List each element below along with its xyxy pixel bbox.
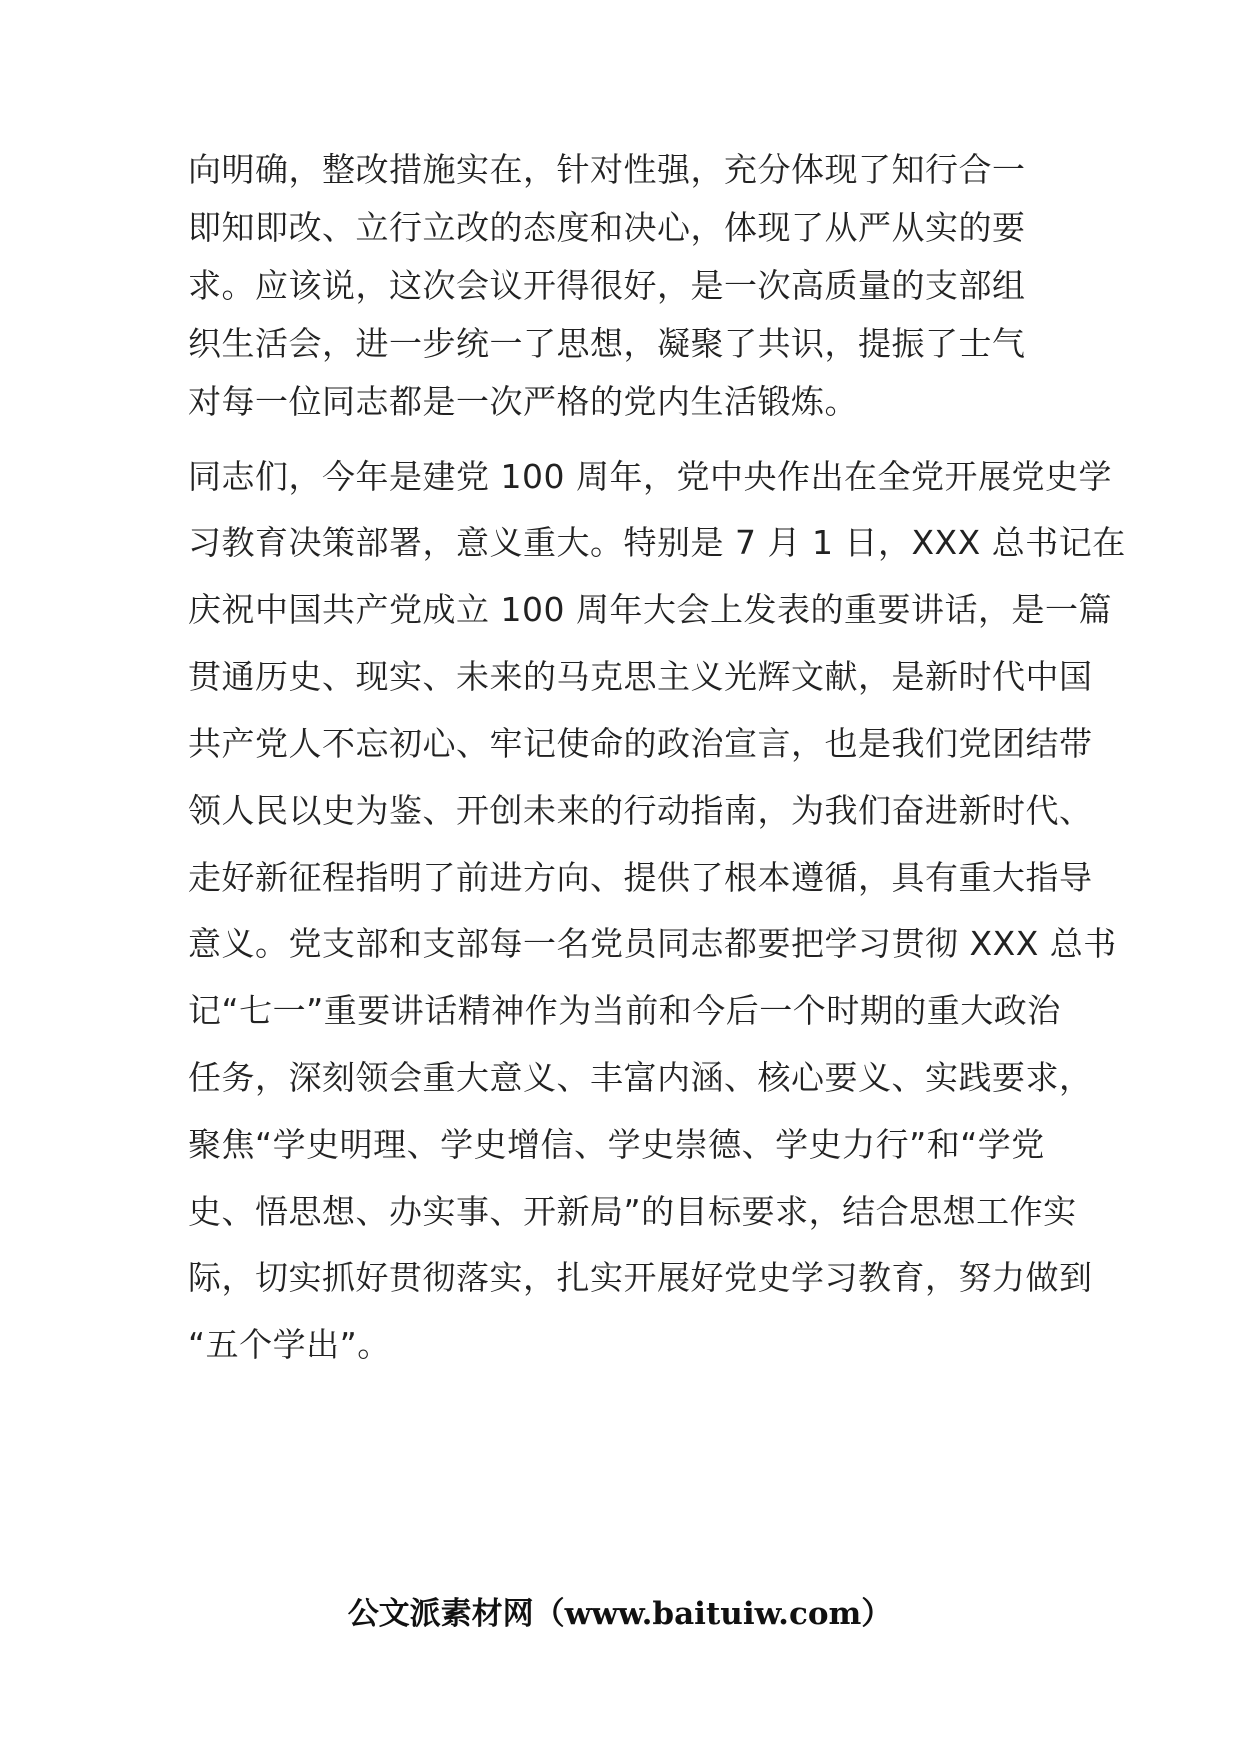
text-line: 共产党人不忘初心、牢记使命的政治宣言，也是我们党团结带 xyxy=(188,724,1093,763)
text-line: 求。应该说，这次会议开得很好，是一次高质量的支部组 xyxy=(188,266,1026,305)
text-line: 即知即改、立行立改的态度和决心，体现了从严从实的要 xyxy=(188,208,1026,247)
text-line: 领人民以史为鉴、开创未来的行动指南，为我们奋进新时代、 xyxy=(188,791,1093,830)
text-line: 对每一位同志都是一次严格的党内生活锻炼。 xyxy=(188,382,858,421)
text-line: “五个学出”。 xyxy=(188,1325,391,1364)
text-line: 贯通历史、现实、未来的马克思主义光辉文献，是新时代中国 xyxy=(188,657,1093,696)
text-line: 庆祝中国共产党成立 100 周年大会上发表的重要讲话，是一篇 xyxy=(188,590,1112,629)
text-line: 意义。党支部和支部每一名党员同志都要把学习贯彻 XXX 总书 xyxy=(188,924,1117,963)
text-line: 任务，深刻领会重大意义、丰富内涵、核心要义、实践要求， xyxy=(188,1058,1093,1097)
text-line: 同志们，今年是建党 100 周年，党中央作出在全党开展党史学 xyxy=(188,457,1112,496)
text-line: 走好新征程指明了前进方向、提供了根本遵循，具有重大指导 xyxy=(188,858,1093,897)
text-line: 向明确，整改措施实在，针对性强，充分体现了知行合一 xyxy=(188,150,1026,189)
footer-source: 公文派素材网（www.baituiw.com） xyxy=(347,1596,893,1632)
text-line: 史、悟思想、办实事、开新局”的目标要求，结合思想工作实 xyxy=(188,1192,1077,1231)
text-line: 织生活会，进一步统一了思想，凝聚了共识，提振了士气 xyxy=(188,324,1026,363)
text-line: 记“七一”重要讲话精神作为当前和今后一个时期的重大政治 xyxy=(188,991,1061,1030)
text-line: 际，切实抓好贯彻落实，扎实开展好党史学习教育，努力做到 xyxy=(188,1258,1093,1297)
text-line: 习教育决策部署，意义重大。特别是 7 月 1 日，XXX 总书记在 xyxy=(188,523,1126,562)
text-line: 聚焦“学史明理、学史增信、学史崇德、学史力行”和“学党 xyxy=(188,1125,1045,1164)
